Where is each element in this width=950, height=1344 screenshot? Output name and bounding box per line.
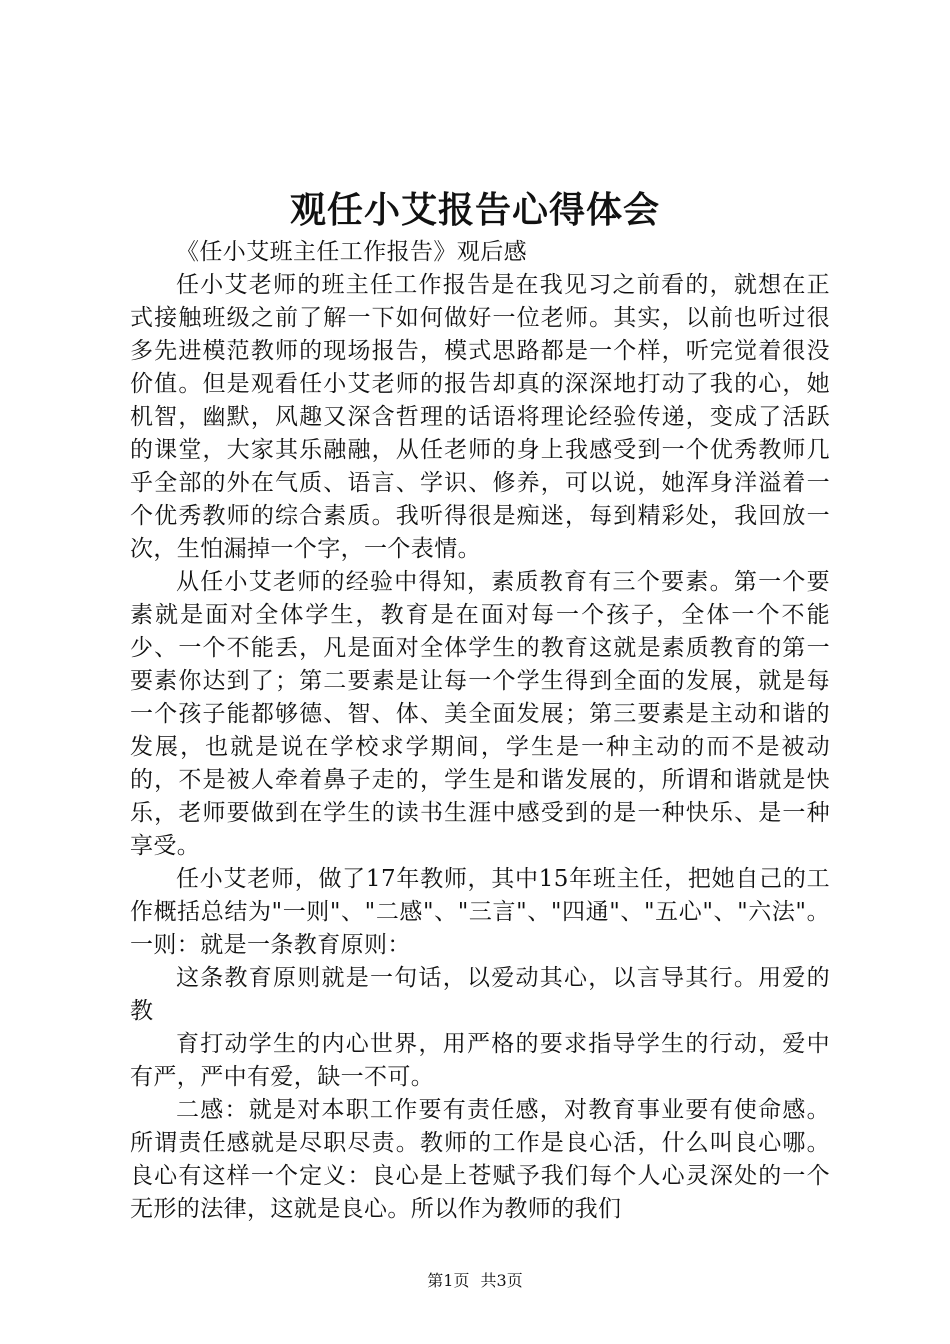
document-title: 观任小艾报告心得体会	[289, 189, 660, 231]
page-footer	[0, 1270, 950, 1292]
paragraph: 二感：就是对本职工作要有责任感，对教育事业要有使命感。所谓责任感就是尽职尽责。教师的工作是良心活，什么叫良心哪。良心有这样一个定义：良心是上苍赋予我们每个人心灵深处的一个无形的法律，这就是良心。所以作为教师的我们	[130, 1097, 830, 1222]
paragraph: 任小艾老师，做了17年教师，其中15年班主任，把她自己的工作概括总结为"一则"、"二感"、"三言"、"四通"、"五心"、"六法"。一则：就是一条教育原则：	[130, 866, 830, 958]
page-number: 第1页	[427, 1271, 470, 1290]
paragraph: 育打动学生的内心世界，用严格的要求指导学生的行动，爱中有严，严中有爱，缺一不可。	[130, 1031, 830, 1090]
paragraph: 从任小艾老师的经验中得知，素质教育有三个要素。第一个要素就是面对全体学生，教育是在面对每一个孩子，全体一个不能少、一个不能丢，凡是面对全体学生的教育这就是素质教育的第一要素你达到了；第二要素是让每一个学生得到全面的发展，就是每一个孩子能都够德、智、体、美全面发展；第三要素是主动和谐的发展，也就是说在学校求学期间，学生是一种主动的而不是被动的，不是被人牵着鼻子走的，学生是和谐发展的，所谓和谐就是快乐，老师要做到在学生的读书生涯中感受到的是一种快乐、是一种享受。	[130, 569, 830, 859]
paragraph: 任小艾老师的班主任工作报告是在我见习之前看的，就想在正式接触班级之前了解一下如何做好一位老师。其实，以前也听过很多先进模范教师的现场报告，模式思路都是一个样，听完觉着很没价值。但是观看任小艾老师的报告却真的深深地打动了我的心，她机智，幽默，风趣又深含哲理的话语将理论经验传递，变成了活跃的课堂，大家其乐融融，从任老师的身上我感受到一个优秀教师几乎全部的外在气质、语言、学识、修养，可以说，她浑身洋溢着一个优秀教师的综合素质。我听得很是痴迷，每到精彩处，我回放一次，生怕漏掉一个字，一个表情。	[130, 272, 830, 562]
paragraph-subtitle: 《任小艾班主任工作报告》观后感	[176, 239, 527, 265]
paragraph: 这条教育原则就是一句话，以爱动其心，以言导其行。用爱的教	[130, 965, 830, 1024]
document-body	[130, 236, 830, 1226]
page-total: 共3页	[480, 1271, 523, 1290]
